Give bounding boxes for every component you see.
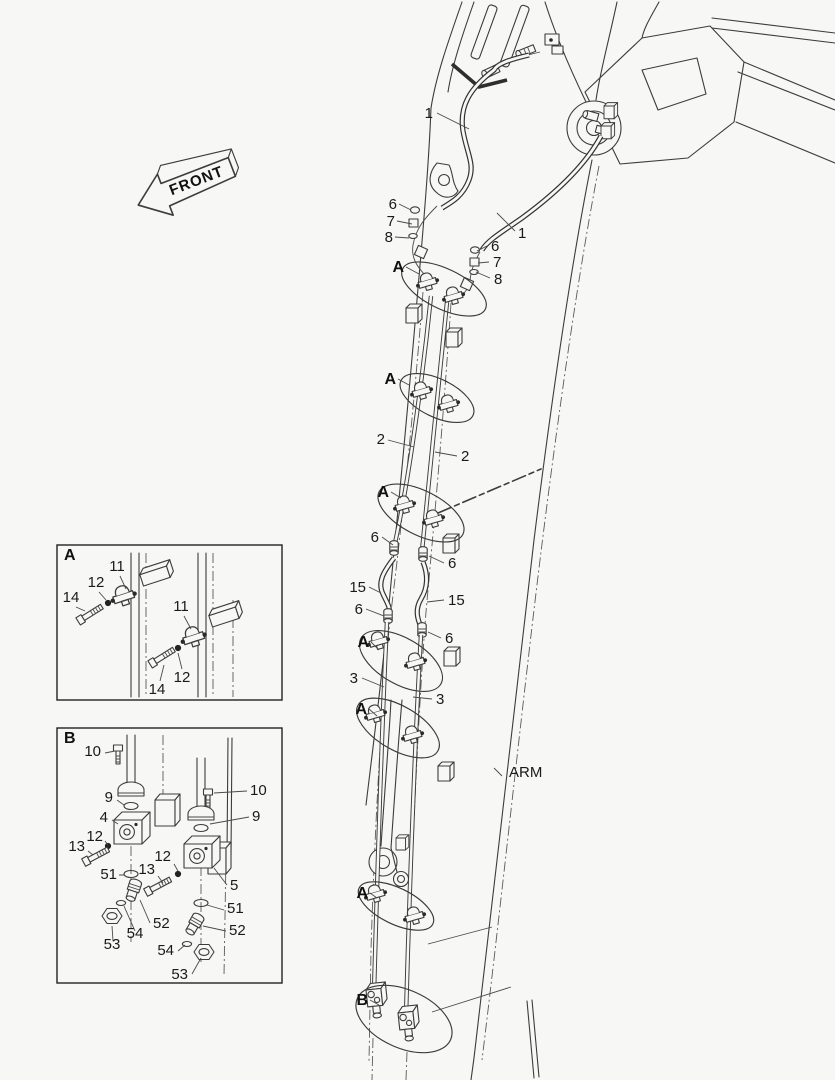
detail-b-block5 bbox=[184, 836, 220, 868]
section-label-b: B bbox=[356, 992, 368, 1009]
connector-6-mid-left bbox=[390, 541, 398, 556]
callout-6-top-left: 6 bbox=[388, 196, 397, 213]
detail-a-label-12-upper: 12 bbox=[87, 574, 105, 591]
detail-b-fitting52-left bbox=[124, 878, 142, 903]
detail-b-label-51-left: 51 bbox=[100, 866, 117, 883]
detail-b-label-54-left: 54 bbox=[126, 925, 144, 942]
detail-a-label-14-lower: 14 bbox=[148, 681, 166, 698]
front-arrow bbox=[128, 140, 246, 226]
detail-b-saddle-left bbox=[118, 782, 144, 796]
callout-2-left: 2 bbox=[376, 431, 385, 448]
callout-6-top-right: 6 bbox=[491, 238, 500, 255]
detail-a-label-11-upper: 11 bbox=[109, 558, 125, 575]
detail-b-bolt10-left bbox=[114, 745, 123, 764]
detail-b-block4 bbox=[114, 812, 150, 844]
detail-b-label-51-right: 51 bbox=[227, 900, 244, 917]
pipe-clip-3 bbox=[443, 534, 459, 553]
hose-bracket bbox=[430, 163, 458, 197]
detail-box-a bbox=[57, 545, 282, 700]
callout-8-top-right: 8 bbox=[494, 271, 503, 288]
detail-b-label-53-right: 53 bbox=[171, 966, 188, 983]
callout-6-low-left: 6 bbox=[354, 601, 363, 618]
detail-a-label-11-lower: 11 bbox=[173, 598, 189, 615]
detail-b-label-12-left: 12 bbox=[86, 828, 103, 845]
detail-a-washer-upper bbox=[105, 600, 111, 606]
clip-on-plate-1 bbox=[604, 103, 618, 119]
section-label-a3: A bbox=[377, 484, 389, 501]
cylinder-rods bbox=[712, 18, 835, 163]
detail-b-label-54-right: 54 bbox=[157, 942, 174, 959]
detail-box-a-title: A bbox=[64, 547, 76, 564]
arm-left-edge bbox=[366, 108, 431, 805]
detail-b-label-10-left: 10 bbox=[84, 743, 101, 760]
detail-b-label-52-left: 52 bbox=[153, 915, 170, 932]
pipe-clip-4 bbox=[444, 647, 460, 666]
section-label-a1: A bbox=[392, 259, 404, 276]
detail-box-b-title: B bbox=[64, 730, 76, 747]
callout-2-right: 2 bbox=[461, 448, 470, 465]
detail-a-clamp-lower bbox=[177, 623, 209, 650]
detail-a-clamp-upper bbox=[107, 582, 139, 609]
callout-6-mid-right: 6 bbox=[448, 555, 457, 572]
weld-block-b-left bbox=[155, 794, 180, 826]
callout-8-top-left: 8 bbox=[384, 229, 393, 246]
weld-block-upper bbox=[138, 560, 175, 586]
detail-b-label-5: 5 bbox=[230, 877, 239, 894]
detail-b-fitting52-right bbox=[184, 912, 206, 937]
detail-b-label-10-right: 10 bbox=[250, 782, 267, 799]
callout-3-right: 3 bbox=[436, 691, 445, 708]
detail-b-label-9-right: 9 bbox=[252, 808, 261, 825]
section-label-a5: A bbox=[355, 701, 367, 718]
detail-a-bolt-lower bbox=[148, 646, 176, 668]
detail-a-label-12-lower: 12 bbox=[173, 669, 191, 686]
detail-b-label-9-left: 9 bbox=[104, 789, 113, 806]
section-label-a6: A bbox=[356, 885, 368, 902]
detail-a-washer-lower bbox=[175, 645, 181, 651]
detail-b-bolt13-right bbox=[144, 876, 173, 897]
callout-hose-1-right: 1 bbox=[518, 225, 527, 242]
front-label: FRONT bbox=[167, 162, 227, 200]
detail-box-b bbox=[57, 728, 282, 983]
callout-15-right: 15 bbox=[448, 592, 465, 609]
hydraulic-lines bbox=[361, 55, 601, 1042]
detail-a-label-14-upper: 14 bbox=[62, 589, 80, 606]
detail-b-ring9-left bbox=[124, 803, 138, 810]
callout-6-low-right: 6 bbox=[445, 630, 454, 647]
weld-block-lower bbox=[207, 601, 244, 627]
connector-6-mid-right bbox=[419, 547, 427, 562]
arm-front-edge bbox=[471, 160, 592, 1080]
detail-b-label-52-right: 52 bbox=[229, 922, 246, 939]
detail-b-nut53-left bbox=[102, 909, 122, 924]
detail-b-washer12-right bbox=[175, 871, 181, 877]
detail-b-label-13-right: 13 bbox=[138, 861, 155, 878]
arm-label: ARM bbox=[509, 764, 543, 781]
callout-7-top-left: 7 bbox=[386, 213, 395, 230]
section-ellipse-a5 bbox=[347, 686, 449, 770]
callout-15-left: 15 bbox=[349, 579, 366, 596]
section-label-a2: A bbox=[384, 371, 396, 388]
connector-6-low-left bbox=[384, 609, 392, 624]
detail-b-label-53-left: 53 bbox=[103, 936, 121, 953]
arm-structure bbox=[366, 108, 599, 1080]
detail-b-nut53-right bbox=[194, 945, 214, 960]
valve-block-right bbox=[397, 1005, 421, 1042]
detail-b-label-4: 4 bbox=[99, 809, 108, 826]
detail-b-label-12-right: 12 bbox=[154, 848, 171, 865]
pipe-clip-1 bbox=[406, 304, 422, 323]
detail-b-ring54-left bbox=[116, 901, 125, 906]
detail-a-bolt-upper bbox=[76, 603, 104, 625]
callout-hose-1-left: 1 bbox=[424, 105, 433, 122]
section-label-a4: A bbox=[357, 634, 369, 651]
boom-structure bbox=[431, 2, 835, 164]
callout-3-left: 3 bbox=[349, 670, 358, 687]
detail-b-bolt13-left bbox=[82, 846, 111, 867]
callout-6-mid-left: 6 bbox=[370, 529, 379, 546]
pipe-clip-5 bbox=[438, 762, 454, 781]
detail-b-label-13-left: 13 bbox=[68, 838, 85, 855]
pipe-clip-2 bbox=[446, 328, 462, 347]
clip-on-plate-2 bbox=[601, 123, 615, 139]
detail-b-saddle-right bbox=[188, 806, 214, 820]
callout-7-top-right: 7 bbox=[493, 254, 502, 271]
detail-b-ring9-right bbox=[194, 825, 208, 832]
